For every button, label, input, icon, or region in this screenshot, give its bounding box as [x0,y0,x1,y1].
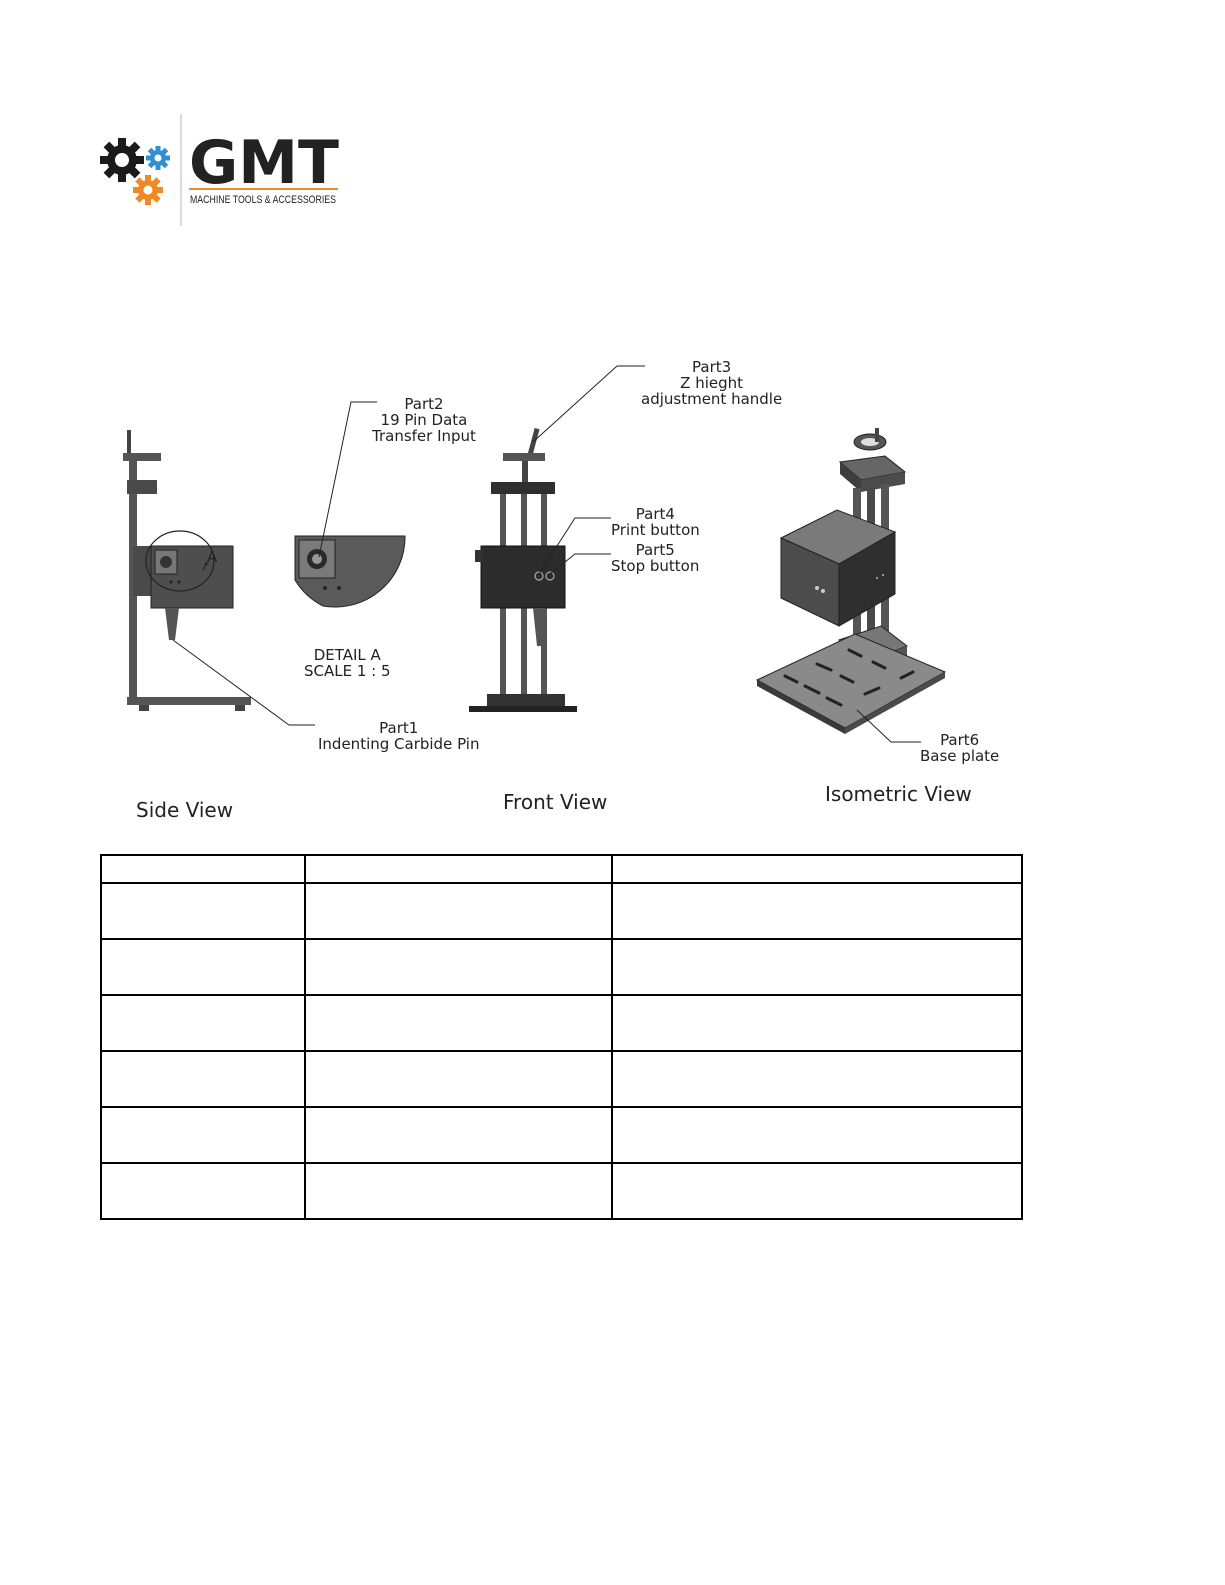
part3-title: Part3 [692,358,732,376]
part3-label [641,359,782,407]
table-header-cell [101,855,305,883]
part3-line2: adjustment handle [641,390,783,408]
part1-line1: Indenting Carbide Pin [318,735,480,753]
orange-gear-icon [133,175,163,205]
logo-wordmark: GMT [189,128,340,198]
table-header-cell [305,855,612,883]
detail-title: DETAIL A [313,646,381,664]
part3-line1: Z hieght [680,374,744,392]
part2-line2: Transfer Input [372,427,476,445]
table-cell [612,883,1022,939]
part6-title: Part6 [940,731,980,749]
table-cell [101,1107,305,1163]
blue-gear-icon [146,146,170,170]
side-view-title: Side View [136,798,234,822]
table-cell [305,995,612,1051]
table-cell [305,1051,612,1107]
machine-drawing [95,350,1025,840]
part5-label [611,542,699,574]
part6-label [920,732,999,764]
table-cell [305,1163,612,1219]
table-cell [101,939,305,995]
part1-label [318,720,479,752]
table-row [101,883,1022,939]
table-row [101,1163,1022,1219]
front-view-title: Front View [503,790,608,814]
detail-a-drawing [295,536,405,607]
table-cell [305,939,612,995]
part1-title: Part1 [379,719,419,737]
part4-label [611,506,700,538]
part5-line1: Stop button [611,557,700,575]
table-header-cell [612,855,1022,883]
isometric-view-drawing [757,428,945,734]
table-row [101,1107,1022,1163]
detail-a-label [304,647,391,679]
part2-label [372,396,476,444]
detail-scale: SCALE 1 : 5 [304,662,391,680]
logo-tagline: MACHINE TOOLS & ACCESSORIES [190,194,336,206]
part2-title: Part2 [404,395,444,413]
table-cell [612,1051,1022,1107]
part4-line1: Print button [611,521,700,539]
front-view-drawing [469,428,577,712]
part2-line1: 19 Pin Data [380,411,468,429]
part4-title: Part4 [635,505,675,523]
table-cell [612,939,1022,995]
table-cell [101,1163,305,1219]
table-row [101,1051,1022,1107]
table-cell [101,995,305,1051]
dark-gear-icon [100,138,144,182]
detail-marker: A [207,548,218,566]
table-cell [305,1107,612,1163]
table-cell [101,1051,305,1107]
part5-title: Part5 [635,541,675,559]
side-view-drawing [123,430,251,711]
parts-table [100,854,1023,1220]
table-cell [305,883,612,939]
table-cell [612,1163,1022,1219]
table-row [101,939,1022,995]
isometric-view-title: Isometric View [825,782,972,806]
part6-line1: Base plate [920,747,1000,765]
gmt-logo [100,112,345,228]
table-header-row [101,855,1022,883]
table-cell [101,883,305,939]
table-cell [612,1107,1022,1163]
table-cell [612,995,1022,1051]
table-row [101,995,1022,1051]
